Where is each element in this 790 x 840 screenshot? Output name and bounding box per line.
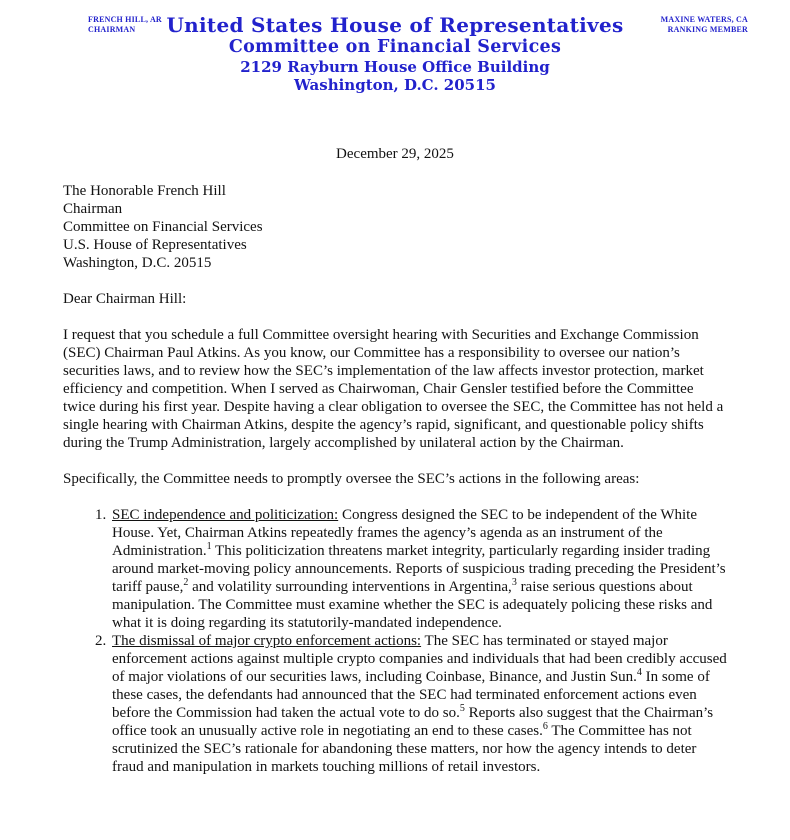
letter-date: December 29, 2025	[336, 146, 454, 162]
letterhead	[0, 0, 790, 100]
paragraph-request: I request that you schedule a full Committee oversight hearing with Securities and Exchange Commission (SEC) Chairman Paul Atkins. As you know, our Committee has a responsibility to oversee our nation’s securities laws, and to review how the SEC’s implementation of the law affects investor protection, market efficiency and competition. When I served as Chairwoman, Chair Gensler testified before the Committee twice during his first year. Despite having a clear obligation to oversee the SEC, the Committee has not held a single hearing with Chairman Atkins, despite the agency’s rapid, significant, and questionable policy shifts during the Trump Administration, largely accomplished by unilateral action by the Chairman.	[63, 327, 724, 451]
salutation: Dear Chairman Hill:	[63, 291, 187, 307]
letter-body	[0, 145, 790, 776]
chairman-title: CHAIRMAN	[88, 25, 136, 34]
issue-list	[63, 506, 727, 776]
letterhead-building: 2129 Rayburn House Office Building	[240, 58, 550, 76]
recipient-line: Chairman	[63, 201, 123, 217]
ranking-member-name: MAXINE WATERS, CA	[660, 15, 748, 24]
paragraph-specifically: Specifically, the Committee needs to promptly oversee the SEC’s actions in the following areas:	[63, 471, 640, 487]
letterhead-institution: United States House of Representatives	[166, 13, 624, 37]
recipient-line: U.S. House of Representatives	[63, 237, 247, 253]
recipient-address	[63, 182, 727, 272]
chairman-name: FRENCH HILL, AR	[88, 15, 162, 24]
list-item-sec-independence: 1. SEC independence and politicization: Congress designed the SEC to be independent of the White House. Yet, Chairman Atkins repeatedly frames the agency’s agenda as an instrument of the Administration.$^1$ This politicization threatens market integrity, particularly regarding insider trading around market-moving policy announcements. Reports of suspicious trading preceding the President’s tariff pause,$^2$ and volatility surrounding interventions in Argentina,$^3$ raise serious questions about manipulation. The Committee must examine whether the SEC is adequately policing these risks and what it is doing regarding its statutorily-mandated independence.	[110, 506, 727, 632]
letterhead-city: Washington, D.C. 20515	[294, 76, 496, 94]
chairman-block	[88, 15, 162, 35]
ranking-member-title: RANKING MEMBER	[667, 25, 748, 34]
list-item-crypto-enforcement: 2. The dismissal of major crypto enforcement actions: The SEC has terminated or stayed major enforcement actions against multiple crypto companies and individuals that had been credibly accused of major violations of our securities laws, including Coinbase, Binance, and Justin Sun.$^4$ In some of these cases, the defendants had announced that the SEC had terminated enforcement actions even before the Commission had taken the actual vote to do so.$^5$ Reports also suggest that the Chairman’s office took an unusually active role in negotiating an end to these cases.$^6$ The Committee has not scrutinized the SEC’s rationale for abandoning these matters, nor how the agency intends to deter fraud and manipulation in markets touching millions of retail investors.	[110, 632, 727, 776]
recipient-line: Committee on Financial Services	[63, 219, 263, 235]
recipient-line: Washington, D.C. 20515	[63, 255, 212, 271]
ranking-member-block	[661, 15, 748, 35]
letterhead-committee: Committee on Financial Services	[228, 37, 562, 57]
recipient-line: The Honorable French Hill	[63, 183, 226, 199]
